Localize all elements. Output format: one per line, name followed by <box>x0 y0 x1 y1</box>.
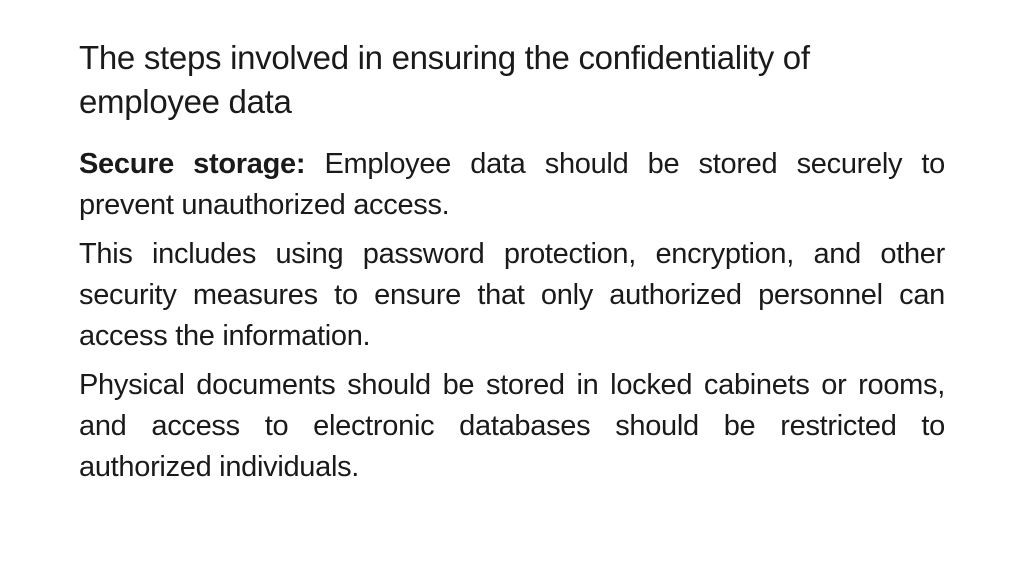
paragraph-text: Employee data should be stored securely to prevent unauthorized access. <box>79 148 946 221</box>
paragraph-lead: Secure storage: <box>79 148 306 180</box>
slide-body <box>79 144 945 496</box>
paragraph-text: Physical documents should be stored in locked cabinets or rooms, and access to electronic databases should be restricted to authorized individuals. <box>79 369 945 483</box>
paragraph-physical-documents <box>79 365 945 488</box>
paragraph-security-measures <box>79 234 945 357</box>
paragraph-secure-storage <box>79 144 945 226</box>
slide-title: The steps involved in ensuring the confidentiality of employee data <box>79 39 810 120</box>
paragraph-text: This includes using password protection, encryption, and other security measures to ensure that only authorized personnel can access the information. <box>79 238 945 352</box>
